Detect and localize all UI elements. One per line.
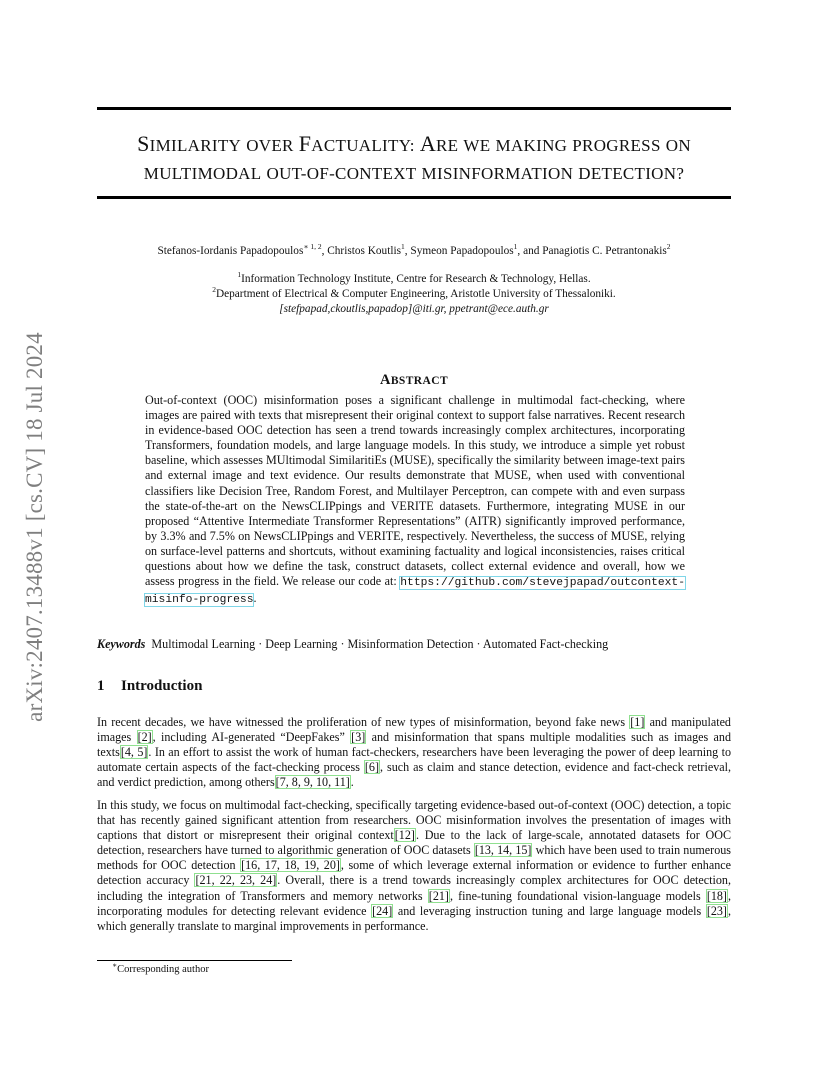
author-list: Stefanos-Iordanis Papadopoulos$^{∗ 1, 2}$, Christos Koutlis$^1$, Symeon Papadopoulos$^1$, and Panagiotis C. Petrantonakis$^2$ (157, 242, 671, 257)
author-name: Stefanos-Iordanis Papadopoulos (157, 245, 304, 257)
code-link[interactable]: https://github.com/stevejpapad/outcontext-misinfo-progress (145, 577, 685, 607)
section-heading-introduction (97, 678, 202, 695)
keywords (97, 637, 731, 652)
section-number: 1 (97, 678, 105, 694)
citation-link[interactable]: [21] (428, 888, 449, 903)
abstract-text: Out-of-context (OOC) misinformation poses a significant challenge in multimodal fact-checking, where images are paired with texts that misrepresent their original context to support false narratives. Recent research in evidence-based OOC detection has seen a trend towards increasingly complex architectures, incorporating Transformers, foundation models, and large language models. In this study, we introduce a simple yet robust baseline, which assesses MUltimodal SimilaritiEs (MUSE), specifically the similarity between image-text pairs and external image and text evidence. Our results demonstrate that MUSE, when used with conventional classifiers like Decision Tree, Random Forest, and Multilayer Perceptron, can compete with and even surpass the state-of-the-art on the NewsCLIPpings and VERITE datasets. Furthermore, integrating MUSE in our proposed “Attentive Intermediate Transformer Representations” (AITR) significantly improved performance, by 3.3% and 7.5% on NewsCLIPpings and VERITE, respectively. Nevertheless, the success of MUSE, relying on surface-level patterns and shortcuts, without examining factuality and logical inconsistencies, raises critical questions about how we define the task, construct datasets, collect external evidence and overall, how we assess progress in the field. We release our code at: https://github.com/stevejpapad/outcontext-misinfo-progress. (145, 393, 685, 607)
author-name: Panagiotis C. Petrantonakis (542, 245, 667, 257)
author-affiliation-mark: ∗ 1, 2 (303, 242, 322, 252)
author-emails: [stefpapad,ckoutlis,papadop]@iti.gr, ppetrant@ece.auth.gr (279, 303, 549, 315)
author-affiliation-mark: 1 (401, 242, 405, 252)
paper-title (97, 130, 731, 188)
citation-link[interactable]: [2] (137, 730, 152, 745)
affiliation-1: $^1$Information Technology Institute, Centre for Research & Technology, Hellas. (237, 270, 591, 285)
citation-link[interactable]: [4, 5] (120, 745, 148, 760)
footnote-rule (97, 960, 292, 961)
title-line-2: MULTIMODAL OUT-OF-CONTEXT MISINFORMATION DETECTION? (143, 164, 685, 183)
citation-link[interactable]: [1] (630, 715, 645, 729)
section-title: Introduction (121, 678, 203, 694)
footnote: ∗Corresponding author (112, 960, 209, 975)
citation-link[interactable]: [3] (351, 730, 366, 745)
citation-link[interactable]: [12] (394, 828, 415, 843)
title-top-rule (97, 107, 731, 110)
citation-link[interactable]: [24] (372, 903, 393, 918)
citation-link[interactable]: [7, 8, 9, 10, 11] (275, 775, 350, 790)
intro-paragraph-1: In recent decades, we have witnessed the proliferation of new types of misinformation, beyond fake news [1] and manipulated images [2], including AI-generated “DeepFakes” [3] and misinformation that spans multiple modalities such as images and texts[4, 5]. In an effort to assist the work of human fact-checkers, researchers have been leveraging the power of deep learning to automate certain aspects of the fact-checking process [6], such as claim and stance detection, evidence and fact-check retrieval, and verdict prediction, among others[7, 8, 9, 10, 11]. (97, 715, 731, 790)
author-name: Christos Koutlis (327, 245, 402, 257)
intro-paragraph-2: In this study, we focus on multimodal fact-checking, specifically targeting evidence-based out-of-context (OOC) detection, a topic that has recently gained significant attention from researchers. OOC misinformation involves the presentation of images with captions that distort or misrepresent their original context[12]. Due to the lack of large-scale, annotated datasets for OOC detection, researchers have turned to algorithmic generation of OOC datasets [13, 14, 15] which have been used to train numerous methods for OOC detection [16, 17, 18, 19, 20], some of which leverage external information or evidence to further enhance detection accuracy [21, 22, 23, 24]. Overall, there is a trend towards increasingly complex architectures for OOC detection, including the integration of Transformers and memory networks [21], fine-tuning foundational vision-language models [18], incorporating modules for detecting relevant evidence [24] and leveraging instruction tuning and large language models [23], which generally translate to marginal improvements in performance. (97, 798, 732, 933)
affiliations (97, 272, 731, 317)
citation-link[interactable]: [21, 22, 23, 24] (195, 873, 277, 888)
title-bottom-rule (97, 196, 731, 199)
citation-link[interactable]: [13, 14, 15] (474, 843, 532, 858)
arxiv-stamp (20, 296, 50, 758)
title-line-1: SIMILARITY OVER FACTUALITY: ARE WE MAKING PROGRESS ON (137, 131, 691, 156)
keywords-label: Keywords (97, 637, 146, 651)
arxiv-stamp-text: arXiv:2407.13488v1 [cs.CV] 18 Jul 2024 (22, 332, 47, 722)
citation-link[interactable]: [16, 17, 18, 19, 20] (241, 858, 340, 873)
abstract-heading: ABSTRACT (379, 372, 449, 388)
author-affiliation-mark: 2 (666, 242, 671, 252)
affiliation-2: $^2$Department of Electrical & Computer Engineering, Aristotle University of Thessaloniki. (212, 285, 616, 300)
author-name: Symeon Papadopoulos (410, 245, 514, 257)
citation-link[interactable]: [18] (706, 888, 727, 903)
author-affiliation-mark: 1 (513, 242, 518, 252)
citation-link[interactable]: [6] (364, 760, 379, 775)
keywords-text: Multimodal Learning · Deep Learning · Misinformation Detection · Automated Fact-checking (151, 637, 609, 651)
citation-link[interactable]: [23] (706, 903, 727, 918)
